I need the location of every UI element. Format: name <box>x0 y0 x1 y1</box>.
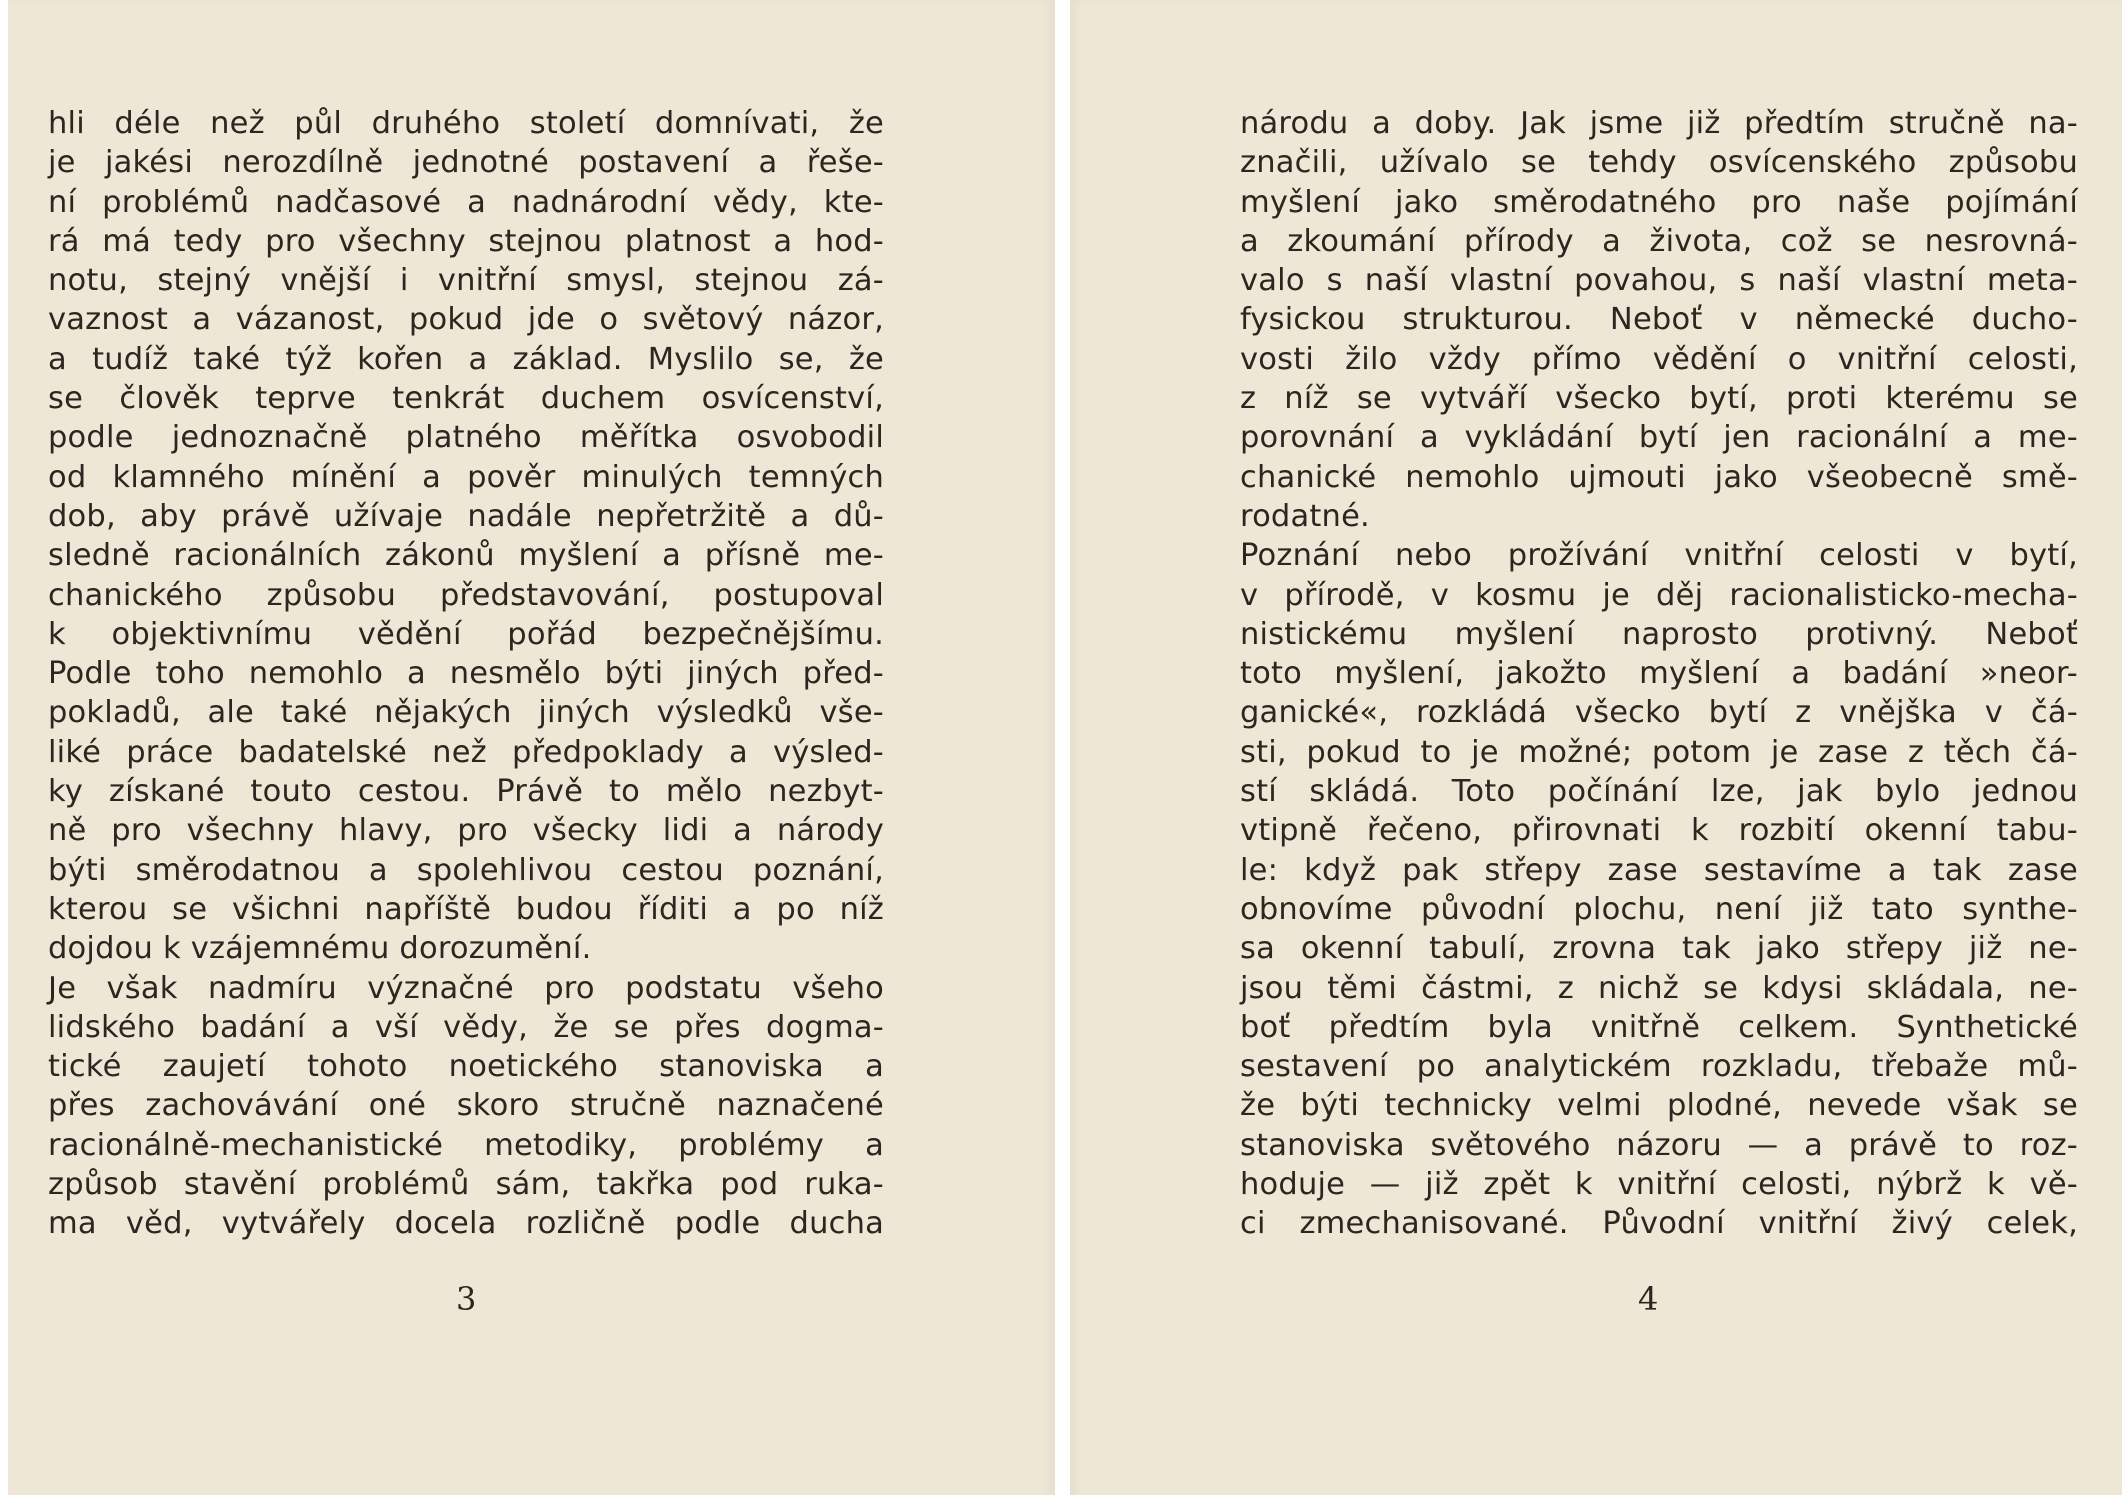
text-line: býti směrodatnou a spolehlivou cestou poznání, <box>48 852 884 888</box>
text-line: dojdou k vzájemnému dorozumění. <box>48 931 592 967</box>
text-line: hoduje — již zpět k vnitřní celosti, nýbrž k vě- <box>1240 1167 2078 1203</box>
text-line: chanické nemohlo ujmouti jako všeobecně smě- <box>1240 459 2078 495</box>
text-line: le: když pak střepy zase sestavíme a tak zase <box>1240 852 2078 888</box>
book-gutter <box>1055 0 1070 1501</box>
text-line: Poznání nebo prožívání vnitřní celosti v bytí, <box>1240 538 2078 574</box>
text-line: jsou těmi částmi, z nichž se kdysi skládala, ne- <box>1240 970 2078 1006</box>
text-line: se člověk teprve tenkrát duchem osvícenství, <box>48 381 884 417</box>
text-line: kterou se všichni napříště budou říditi a po níž <box>48 891 884 927</box>
text-line: podle jednoznačně platného měřítka osvobodil <box>48 420 884 456</box>
scan-bottom-edge <box>0 1495 2122 1501</box>
text-line: chanického způsobu představování, postupoval <box>48 577 884 613</box>
text-line: nistickému myšlení naprosto protivný. Neboť <box>1240 616 2078 652</box>
text-line: obnovíme původní plochu, není již tato synthe- <box>1240 891 2078 927</box>
text-line: porovnání a vykládání bytí jen racionální a me- <box>1240 420 2078 456</box>
left-page <box>8 0 1055 1501</box>
text-line: stanoviska světového názoru — a právě to roz- <box>1240 1127 2078 1163</box>
text-line: a tudíž také týž kořen a základ. Myslilo se, že <box>48 341 884 377</box>
text-line: Podle toho nemohlo a nesmělo býti jiných před- <box>48 656 884 692</box>
text-line: a zkoumání přírody a života, což se nesrovná- <box>1240 223 2078 259</box>
text-line: vaznost a vázanost, pokud jde o světový názor, <box>48 302 884 338</box>
text-line: vosti žilo vždy přímo vědění o vnitřní celosti, <box>1240 341 2078 377</box>
text-line: způsob stavění problémů sám, takřka pod ruka- <box>48 1167 884 1203</box>
text-line: Je však nadmíru význačné pro podstatu všeho <box>48 970 884 1006</box>
text-line: myšlení jako směrodatného pro naše pojímání <box>1240 184 2078 220</box>
text-line: racionálně-mechanistické metodiky, problémy a <box>48 1127 884 1163</box>
right-page-text <box>1240 104 2078 1244</box>
text-line: národu a doby. Jak jsme již předtím stručně na- <box>1240 106 2078 141</box>
text-line: rodatné. <box>1240 498 1370 534</box>
text-line: vtipně řečeno, přirovnati k rozbití okenní tabu- <box>1240 813 2078 849</box>
text-line: v přírodě, v kosmu je děj racionalisticko-mecha- <box>1240 577 2078 613</box>
text-line: toto myšlení, jakožto myšlení a badání »neor- <box>1240 656 2078 692</box>
text-line: ní problémů nadčasové a nadnárodní vědy, kte- <box>48 184 884 220</box>
text-line: sestavení po analytickém rozkladu, třebaže mů- <box>1240 1049 2078 1085</box>
text-line: liké práce badatelské než předpoklady a výsled- <box>48 734 884 770</box>
text-line: sti, pokud to je možné; potom je zase z těch čá- <box>1240 734 2078 770</box>
text-line: ně pro všechny hlavy, pro všecky lidi a národy <box>48 813 884 849</box>
text-line: z níž se vytváří všecko bytí, proti kterému se <box>1240 381 2078 417</box>
text-line: tické zaujetí tohoto noetického stanoviska a <box>48 1049 884 1085</box>
text-line: fysickou strukturou. Neboť v německé ducho- <box>1240 302 2078 338</box>
text-line: ky získané touto cestou. Právě to mělo nezbyt- <box>48 774 884 810</box>
text-line: je jakési nerozdílně jednotné postavení a řeše- <box>48 145 884 181</box>
text-line: stí skládá. Toto počínání lze, jak bylo jednou <box>1240 774 2078 810</box>
right-page <box>1070 0 2122 1501</box>
text-line: sa okenní tabulí, zrovna tak jako střepy již ne- <box>1240 931 2078 967</box>
text-line: přes zachovávání oné skoro stručně naznačené <box>48 1088 884 1124</box>
text-line: k objektivnímu vědění pořád bezpečnějšímu. <box>48 616 884 652</box>
text-line: od klamného mínění a pověr minulých temných <box>48 459 884 495</box>
text-line: lidského badání a vší vědy, že se přes dogma- <box>48 1009 884 1045</box>
text-line: rá má tedy pro všechny stejnou platnost a hod- <box>48 223 884 259</box>
text-line: notu, stejný vnější i vnitřní smysl, stejnou zá- <box>48 263 884 299</box>
text-line: sledně racionálních zákonů myšlení a přísně me- <box>48 538 884 574</box>
right-page-number: 4 <box>1638 1280 1659 1318</box>
text-line: pokladů, ale také nějakých jiných výsledků vše- <box>48 695 884 731</box>
text-line: valo s naší vlastní povahou, s naší vlastní meta- <box>1240 263 2078 299</box>
text-line: že býti technicky velmi plodné, nevede však se <box>1240 1088 2078 1124</box>
text-line: ma věd, vytvářely docela rozličně podle ducha <box>48 1206 884 1242</box>
text-line: značili, užívalo se tehdy osvícenského způsobu <box>1240 145 2078 181</box>
text-line: dob, aby právě užívaje nadále nepřetržitě a dů- <box>48 498 884 534</box>
text-line: hli déle než půl druhého století domnívati, že <box>48 106 884 141</box>
left-page-text <box>48 104 884 1244</box>
text-line: boť předtím byla vnitřně celkem. Synthetické <box>1240 1009 2078 1045</box>
text-line: ci zmechanisované. Původní vnitřní živý celek, <box>1240 1206 2078 1242</box>
left-page-number: 3 <box>456 1280 477 1318</box>
text-line: ganické«, rozkládá všecko bytí z vnějška v čá- <box>1240 695 2078 731</box>
